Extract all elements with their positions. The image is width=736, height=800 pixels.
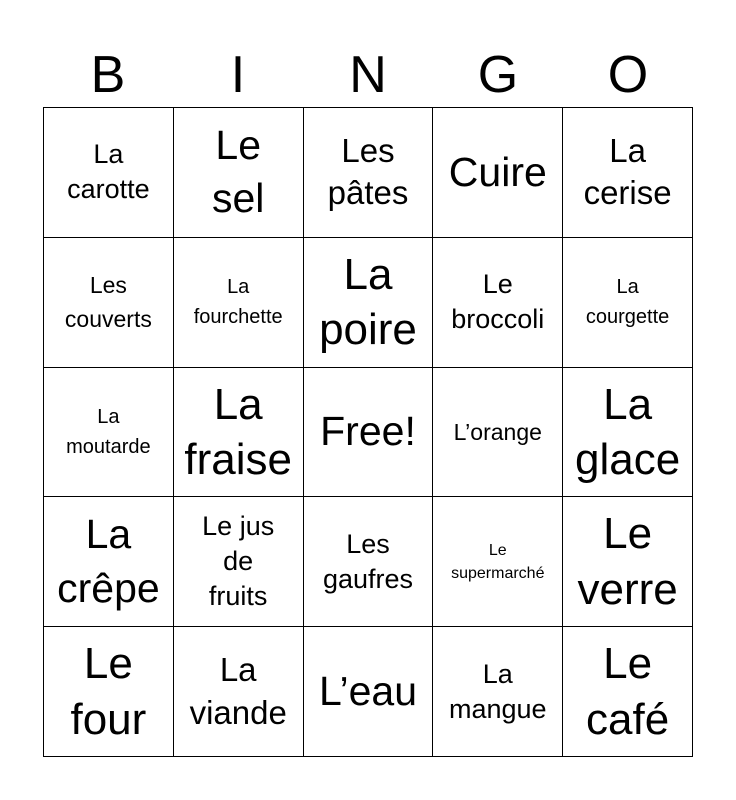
bingo-cell-r0-c4[interactable] bbox=[563, 108, 693, 238]
cell-label: La poire bbox=[319, 249, 417, 355]
cell-label: Free! bbox=[320, 408, 416, 455]
header-letter-n: N bbox=[349, 46, 387, 104]
bingo-cell-r3-c4[interactable] bbox=[563, 497, 693, 627]
bingo-cell-r3-c1[interactable] bbox=[174, 497, 304, 627]
bingo-cell-r0-c0[interactable] bbox=[44, 108, 174, 238]
bingo-cell-r1-c0[interactable] bbox=[44, 238, 174, 368]
bingo-cell-r2-c4[interactable] bbox=[563, 368, 693, 498]
bingo-cell-r2-c2[interactable] bbox=[304, 368, 434, 498]
cell-label: Le verre bbox=[577, 509, 678, 614]
bingo-cell-r3-c2[interactable] bbox=[304, 497, 434, 627]
bingo-cell-r0-c2[interactable] bbox=[304, 108, 434, 238]
bingo-cell-r1-c4[interactable] bbox=[563, 238, 693, 368]
bingo-cell-r1-c1[interactable] bbox=[174, 238, 304, 368]
cell-label: Le supermarché bbox=[451, 541, 545, 582]
cell-label: La cerise bbox=[583, 131, 672, 212]
cell-label: Le café bbox=[586, 639, 670, 744]
bingo-board bbox=[43, 107, 693, 757]
cell-label: L’orange bbox=[453, 418, 542, 445]
cell-label: Le broccoli bbox=[451, 269, 545, 335]
bingo-cell-r4-c4[interactable] bbox=[563, 627, 693, 757]
cell-label: La mangue bbox=[449, 658, 547, 724]
header-letter-i: I bbox=[230, 46, 246, 104]
bingo-cell-r2-c1[interactable] bbox=[174, 368, 304, 498]
cell-label: Les pâtes bbox=[327, 131, 409, 212]
bingo-cell-r4-c0[interactable] bbox=[44, 627, 174, 757]
bingo-cell-r3-c0[interactable] bbox=[44, 497, 174, 627]
bingo-cell-r2-c3[interactable] bbox=[433, 368, 563, 498]
cell-label: La courgette bbox=[585, 276, 670, 329]
bingo-cell-r0-c1[interactable] bbox=[174, 108, 304, 238]
header-letter-b: B bbox=[90, 46, 126, 104]
bingo-cell-r2-c0[interactable] bbox=[44, 368, 174, 498]
bingo-cell-r3-c3[interactable] bbox=[433, 497, 563, 627]
header-letter-g: G bbox=[477, 46, 519, 104]
cell-label: La carotte bbox=[67, 139, 150, 205]
cell-label: La moutarde bbox=[66, 405, 151, 458]
cell-label: La viande bbox=[189, 650, 287, 731]
bingo-cell-r1-c2[interactable] bbox=[304, 238, 434, 368]
cell-label: Les couverts bbox=[64, 271, 152, 333]
bingo-header bbox=[43, 44, 693, 106]
cell-label: Cuire bbox=[448, 148, 547, 195]
cell-label: Le jus de fruits bbox=[202, 511, 275, 612]
cell-label: La fourchette bbox=[193, 276, 283, 329]
bingo-cell-r4-c3[interactable] bbox=[433, 627, 563, 757]
cell-label: Le four bbox=[70, 639, 147, 744]
bingo-cell-r4-c1[interactable] bbox=[174, 627, 304, 757]
bingo-cell-r0-c3[interactable] bbox=[433, 108, 563, 238]
cell-label: Les gaufres bbox=[322, 528, 414, 594]
cell-label: La crêpe bbox=[57, 511, 160, 611]
bingo-cell-r1-c3[interactable] bbox=[433, 238, 563, 368]
cell-label: La glace bbox=[575, 379, 681, 484]
cell-label: Le sel bbox=[211, 122, 265, 222]
header-letter-o: O bbox=[607, 46, 649, 104]
bingo-cell-r4-c2[interactable] bbox=[304, 627, 434, 757]
cell-label: L’eau bbox=[318, 667, 418, 714]
cell-label: La fraise bbox=[184, 379, 292, 484]
